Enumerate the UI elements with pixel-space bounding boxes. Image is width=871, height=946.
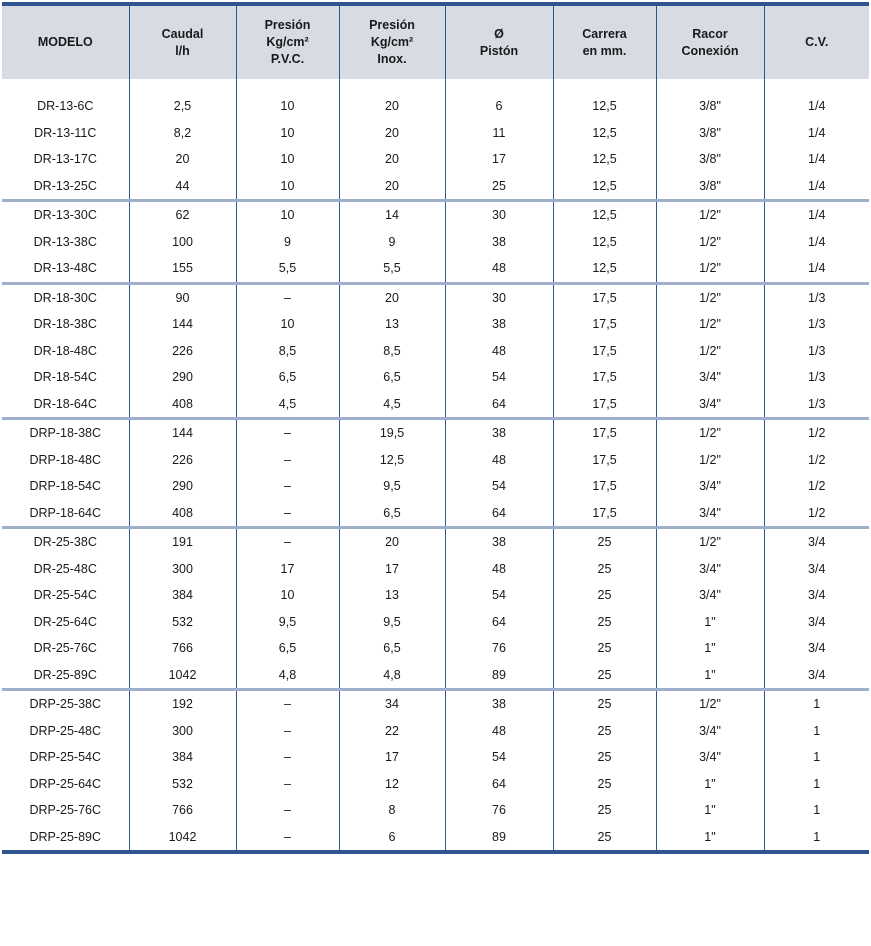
cell-pressure-inox: 20: [339, 146, 445, 173]
table-row: [2, 771, 869, 798]
table-row: [2, 447, 869, 474]
cell-piston: 17: [445, 146, 553, 173]
cell-flow: 144: [129, 311, 236, 338]
cell-stroke: 17,5: [553, 500, 656, 528]
cell-piston: 48: [445, 556, 553, 583]
cell-flow: 90: [129, 283, 236, 311]
cell-piston: 64: [445, 609, 553, 636]
cell-pressure-pvc: 10: [236, 93, 339, 120]
cell-connector: 3/4": [656, 744, 764, 771]
cell-pressure-inox: 8,5: [339, 338, 445, 365]
cell-model: DR-25-89C: [2, 662, 129, 690]
cell-model: DR-13-38C: [33, 234, 97, 249]
cell-pressure-inox: 12: [339, 771, 445, 798]
cell-model: DR-25-64C: [33, 614, 97, 629]
cell-pressure-inox: 17: [339, 744, 445, 771]
cell-hp: 1/2: [764, 473, 869, 500]
cell-stroke: 12,5: [553, 146, 656, 173]
cell-stroke: 17,5: [553, 311, 656, 338]
header-row: [2, 6, 869, 79]
cell-hp: 1/2: [764, 419, 869, 447]
cell-model: DRP-25-38C: [29, 697, 102, 712]
cell-piston: 89: [445, 824, 553, 851]
cell-pressure-pvc: –: [236, 419, 339, 447]
table-row: [2, 718, 869, 745]
table-row: [2, 419, 869, 447]
cell-flow: 766: [129, 635, 236, 662]
cell-connector: 1/2": [656, 201, 764, 229]
cell-flow: 8,2: [129, 120, 236, 147]
cell-model: DR-13-17C: [33, 152, 97, 167]
table-bottom-border: [2, 850, 869, 854]
cell-connector: 1": [656, 662, 764, 690]
cell-hp: 3/4: [764, 609, 869, 636]
cell-hp: 1: [764, 690, 869, 718]
cell-flow: 2,5: [129, 93, 236, 120]
cell-flow: 384: [129, 582, 236, 609]
cell-connector: 3/8": [656, 146, 764, 173]
header-modelo: [2, 6, 129, 79]
cell-pressure-pvc: 4,8: [236, 662, 339, 690]
cell-pressure-pvc: 9: [236, 229, 339, 256]
cell-model: DR-13-6C: [37, 99, 94, 114]
cell-flow: 20: [129, 146, 236, 173]
cell-hp: 1/4: [764, 255, 869, 283]
cell-flow: 144: [129, 419, 236, 447]
cell-hp: 1/3: [764, 311, 869, 338]
cell-pressure-inox: 20: [339, 120, 445, 147]
cell-model: DR-25-48C: [33, 561, 97, 576]
cell-piston: 76: [445, 797, 553, 824]
spacer-row: [2, 79, 869, 93]
cell-piston: 6: [445, 93, 553, 120]
cell-stroke: 25: [553, 744, 656, 771]
cell-stroke: 25: [553, 662, 656, 690]
cell-stroke: 25: [553, 609, 656, 636]
table-row: [2, 500, 869, 528]
cell-flow: 1042: [129, 662, 236, 690]
cell-connector: 3/4": [656, 391, 764, 419]
table-row: [2, 173, 869, 201]
spacer-cell: [236, 79, 339, 93]
cell-connector: 3/8": [656, 93, 764, 120]
cell-piston: 38: [445, 419, 553, 447]
cell-model: DRP-25-64C: [29, 776, 102, 791]
header-racor: [656, 6, 764, 79]
cell-piston: 64: [445, 391, 553, 419]
cell-model: DR-13-11C: [34, 125, 97, 140]
header-line: Conexión: [681, 43, 739, 58]
cell-hp: 1: [764, 771, 869, 798]
cell-pressure-pvc: 10: [236, 120, 339, 147]
cell-connector: 1": [656, 771, 764, 798]
header-line: Pistón: [479, 43, 519, 58]
cell-connector: 3/4": [656, 582, 764, 609]
cell-model: DRP-25-48C: [29, 723, 102, 738]
table-row: [2, 744, 869, 771]
cell-stroke: 17,5: [553, 391, 656, 419]
cell-piston: 76: [445, 635, 553, 662]
header-line: Carrera: [582, 26, 627, 41]
cell-flow: 300: [129, 556, 236, 583]
cell-hp: 1/4: [764, 173, 869, 201]
cell-flow: 1042: [129, 824, 236, 851]
cell-stroke: 12,5: [553, 120, 656, 147]
cell-stroke: 25: [553, 635, 656, 662]
cell-piston: 54: [445, 582, 553, 609]
table-row: [2, 255, 869, 283]
cell-hp: 1: [764, 718, 869, 745]
cell-stroke: 17,5: [553, 447, 656, 474]
cell-piston: 54: [445, 744, 553, 771]
cell-connector: 1/2": [656, 338, 764, 365]
table-row: [2, 690, 869, 718]
table-row: [2, 364, 869, 391]
cell-pressure-pvc: 6,5: [236, 364, 339, 391]
cell-model: DR-18-54C: [33, 370, 97, 385]
cell-pressure-pvc: 17: [236, 556, 339, 583]
cell-hp: 1/3: [764, 364, 869, 391]
table-row: [2, 201, 869, 229]
cell-flow: 300: [129, 718, 236, 745]
cell-pressure-inox: 17: [339, 556, 445, 583]
cell-hp: 1/2: [764, 500, 869, 528]
cell-pressure-inox: 22: [339, 718, 445, 745]
cell-pressure-pvc: 5,5: [236, 255, 339, 283]
cell-hp: 1/3: [764, 391, 869, 419]
cell-connector: 3/4": [656, 556, 764, 583]
cell-flow: 532: [129, 771, 236, 798]
cell-pressure-inox: 19,5: [339, 419, 445, 447]
cell-hp: 1/3: [764, 283, 869, 311]
table-row: [2, 635, 869, 662]
cell-pressure-pvc: 9,5: [236, 609, 339, 636]
cell-piston: 38: [445, 690, 553, 718]
cell-pressure-inox: 13: [339, 582, 445, 609]
cell-pressure-inox: 4,5: [339, 391, 445, 419]
cell-pressure-pvc: 4,5: [236, 391, 339, 419]
cell-stroke: 17,5: [553, 419, 656, 447]
table-row: [2, 391, 869, 419]
cell-pressure-inox: 6,5: [339, 500, 445, 528]
cell-connector: 1/2": [656, 311, 764, 338]
cell-hp: 1/4: [764, 201, 869, 229]
cell-model: DR-18-38C: [33, 317, 97, 332]
cell-pressure-pvc: 8,5: [236, 338, 339, 365]
spacer-cell: [445, 79, 553, 93]
table-body: [2, 79, 869, 850]
cell-piston: 48: [445, 255, 553, 283]
cell-pressure-inox: 6,5: [339, 364, 445, 391]
cell-pressure-inox: 12,5: [339, 447, 445, 474]
cell-pressure-inox: 20: [339, 93, 445, 120]
cell-model: DRP-25-89C: [29, 829, 102, 844]
spec-table-container: [2, 2, 869, 854]
cell-piston: 30: [445, 283, 553, 311]
header-line: Kg/cm²: [266, 35, 309, 49]
spacer-cell: [2, 79, 129, 93]
cell-piston: 38: [445, 229, 553, 256]
cell-pressure-pvc: –: [236, 744, 339, 771]
cell-flow: 766: [129, 797, 236, 824]
cell-hp: 3/4: [764, 662, 869, 690]
cell-hp: 1/2: [764, 447, 869, 474]
cell-pressure-inox: 4,8: [339, 662, 445, 690]
cell-model: DR-25-76C: [33, 641, 97, 656]
cell-pressure-inox: 34: [339, 690, 445, 718]
cell-piston: 48: [445, 718, 553, 745]
cell-pressure-inox: 9,5: [339, 609, 445, 636]
cell-stroke: 25: [553, 718, 656, 745]
cell-flow: 290: [129, 473, 236, 500]
cell-connector: 1": [656, 824, 764, 851]
cell-pressure-pvc: –: [236, 473, 339, 500]
cell-connector: 1/2": [656, 255, 764, 283]
cell-stroke: 17,5: [553, 338, 656, 365]
header-line: C.V.: [805, 35, 829, 49]
header-line: Inox.: [377, 52, 407, 66]
cell-stroke: 12,5: [553, 201, 656, 229]
cell-model: DR-18-64C: [2, 391, 129, 419]
header-caudal: [129, 6, 236, 79]
cell-model: DRP-18-54C: [29, 479, 102, 494]
cell-flow: 226: [129, 338, 236, 365]
cell-pressure-pvc: –: [236, 797, 339, 824]
cell-model: DRP-25-76C: [29, 803, 102, 818]
cell-stroke: 25: [553, 582, 656, 609]
cell-pressure-pvc: –: [236, 447, 339, 474]
cell-hp: 1/4: [764, 93, 869, 120]
cell-pressure-pvc: –: [236, 283, 339, 311]
cell-pressure-inox: 6,5: [339, 635, 445, 662]
cell-connector: 1": [656, 609, 764, 636]
cell-stroke: 25: [553, 690, 656, 718]
cell-stroke: 25: [553, 797, 656, 824]
cell-flow: 100: [129, 229, 236, 256]
cell-connector: 3/4": [656, 718, 764, 745]
cell-connector: 1/2": [656, 229, 764, 256]
cell-model: DR-13-25C: [2, 173, 129, 201]
cell-stroke: 12,5: [553, 255, 656, 283]
cell-stroke: 17,5: [553, 283, 656, 311]
table-row: [2, 609, 869, 636]
cell-pressure-pvc: –: [236, 690, 339, 718]
cell-flow: 408: [129, 500, 236, 528]
cell-model: DR-18-48C: [33, 343, 97, 358]
cell-stroke: 25: [553, 824, 656, 851]
cell-connector: 1": [656, 797, 764, 824]
table-row: [2, 146, 869, 173]
table-row: [2, 528, 869, 556]
header-carrera: [553, 6, 656, 79]
cell-connector: 1/2": [656, 419, 764, 447]
cell-connector: 3/4": [656, 473, 764, 500]
table-row: [2, 556, 869, 583]
cell-model: DR-13-30C: [33, 208, 97, 223]
header-line: Presión: [369, 18, 415, 32]
cell-pressure-inox: 14: [339, 201, 445, 229]
cell-piston: 48: [445, 338, 553, 365]
cell-model: DR-18-30C: [33, 290, 97, 305]
header-presion-inox: [339, 6, 445, 79]
cell-pressure-pvc: –: [236, 771, 339, 798]
cell-connector: 3/4": [656, 364, 764, 391]
table-row: [2, 824, 869, 851]
cell-pressure-pvc: 10: [236, 311, 339, 338]
cell-model: DR-25-54C: [33, 588, 97, 603]
cell-pressure-inox: 13: [339, 311, 445, 338]
cell-pressure-pvc: –: [236, 718, 339, 745]
cell-pressure-pvc: –: [236, 500, 339, 528]
cell-stroke: 25: [553, 771, 656, 798]
cell-piston: 25: [445, 173, 553, 201]
cell-model: DRP-18-64C: [2, 500, 129, 528]
cell-stroke: 17,5: [553, 473, 656, 500]
spacer-cell: [129, 79, 236, 93]
header-line: MODELO: [37, 35, 93, 49]
header-line: P.V.C.: [270, 52, 305, 66]
cell-connector: 1/2": [656, 528, 764, 556]
cell-connector: 3/4": [656, 500, 764, 528]
cell-piston: 38: [445, 311, 553, 338]
header-line: Ø: [494, 26, 504, 41]
cell-model: DR-13-48C: [2, 255, 129, 283]
cell-piston: 89: [445, 662, 553, 690]
header-line: l/h: [175, 43, 190, 58]
cell-model: DRP-18-48C: [29, 452, 102, 467]
cell-stroke: 17,5: [553, 364, 656, 391]
cell-connector: 1/2": [656, 447, 764, 474]
table-row: [2, 120, 869, 147]
cell-model: DR-25-38C: [33, 535, 97, 550]
cell-pressure-inox: 20: [339, 528, 445, 556]
cell-stroke: 25: [553, 528, 656, 556]
cell-pressure-pvc: 6,5: [236, 635, 339, 662]
cell-pressure-pvc: 10: [236, 201, 339, 229]
cell-piston: 48: [445, 447, 553, 474]
cell-pressure-inox: 20: [339, 283, 445, 311]
table-row: [2, 797, 869, 824]
spacer-cell: [339, 79, 445, 93]
cell-model: DRP-25-54C: [29, 750, 102, 765]
header-line: Racor: [692, 26, 728, 41]
header-line: en mm.: [582, 43, 627, 58]
cell-flow: 532: [129, 609, 236, 636]
cell-hp: 1/4: [764, 229, 869, 256]
cell-hp: 1: [764, 744, 869, 771]
spacer-cell: [553, 79, 656, 93]
cell-hp: 1: [764, 824, 869, 851]
header-cv: [764, 6, 869, 79]
cell-flow: 62: [129, 201, 236, 229]
cell-pressure-inox: 5,5: [339, 255, 445, 283]
cell-hp: 3/4: [764, 635, 869, 662]
cell-pressure-pvc: 10: [236, 582, 339, 609]
table-header: [2, 6, 869, 79]
cell-connector: 3/8": [656, 120, 764, 147]
cell-pressure-inox: 9,5: [339, 473, 445, 500]
cell-pressure-inox: 9: [339, 229, 445, 256]
cell-hp: 3/4: [764, 528, 869, 556]
cell-hp: 1/4: [764, 120, 869, 147]
cell-pressure-inox: 6: [339, 824, 445, 851]
cell-piston: 38: [445, 528, 553, 556]
table-row: [2, 473, 869, 500]
cell-flow: 192: [129, 690, 236, 718]
cell-flow: 290: [129, 364, 236, 391]
cell-piston: 64: [445, 771, 553, 798]
cell-piston: 11: [445, 120, 553, 147]
cell-stroke: 12,5: [553, 229, 656, 256]
header-line: Caudal: [161, 26, 204, 41]
header-line: Kg/cm²: [370, 35, 414, 49]
cell-stroke: 12,5: [553, 173, 656, 201]
cell-flow: 191: [129, 528, 236, 556]
cell-stroke: 12,5: [553, 93, 656, 120]
cell-pressure-pvc: 10: [236, 173, 339, 201]
table-row: [2, 283, 869, 311]
cell-hp: 1/3: [764, 338, 869, 365]
table-row: [2, 338, 869, 365]
cell-flow: 384: [129, 744, 236, 771]
table-row: [2, 311, 869, 338]
table-row: [2, 582, 869, 609]
cell-pressure-pvc: –: [236, 528, 339, 556]
spacer-cell: [764, 79, 869, 93]
cell-model: DRP-18-38C: [29, 426, 102, 441]
cell-hp: 3/4: [764, 556, 869, 583]
table-row: [2, 662, 869, 690]
cell-stroke: 25: [553, 556, 656, 583]
spacer-cell: [656, 79, 764, 93]
cell-piston: 64: [445, 500, 553, 528]
cell-piston: 30: [445, 201, 553, 229]
header-line: Presión: [264, 18, 311, 32]
cell-flow: 155: [129, 255, 236, 283]
pump-spec-table: [2, 6, 869, 850]
table-row: [2, 229, 869, 256]
cell-connector: 3/8": [656, 173, 764, 201]
cell-piston: 54: [445, 364, 553, 391]
table-row: [2, 93, 869, 120]
cell-pressure-pvc: 10: [236, 146, 339, 173]
cell-hp: 1: [764, 797, 869, 824]
cell-connector: 1/2": [656, 690, 764, 718]
cell-connector: 1": [656, 635, 764, 662]
cell-flow: 44: [129, 173, 236, 201]
cell-hp: 3/4: [764, 582, 869, 609]
cell-connector: 1/2": [656, 283, 764, 311]
cell-flow: 226: [129, 447, 236, 474]
cell-piston: 54: [445, 473, 553, 500]
cell-hp: 1/4: [764, 146, 869, 173]
cell-pressure-pvc: –: [236, 824, 339, 851]
cell-flow: 408: [129, 391, 236, 419]
cell-pressure-inox: 20: [339, 173, 445, 201]
cell-pressure-inox: 8: [339, 797, 445, 824]
header-piston: [445, 6, 553, 79]
header-presion-pvc: [236, 6, 339, 79]
